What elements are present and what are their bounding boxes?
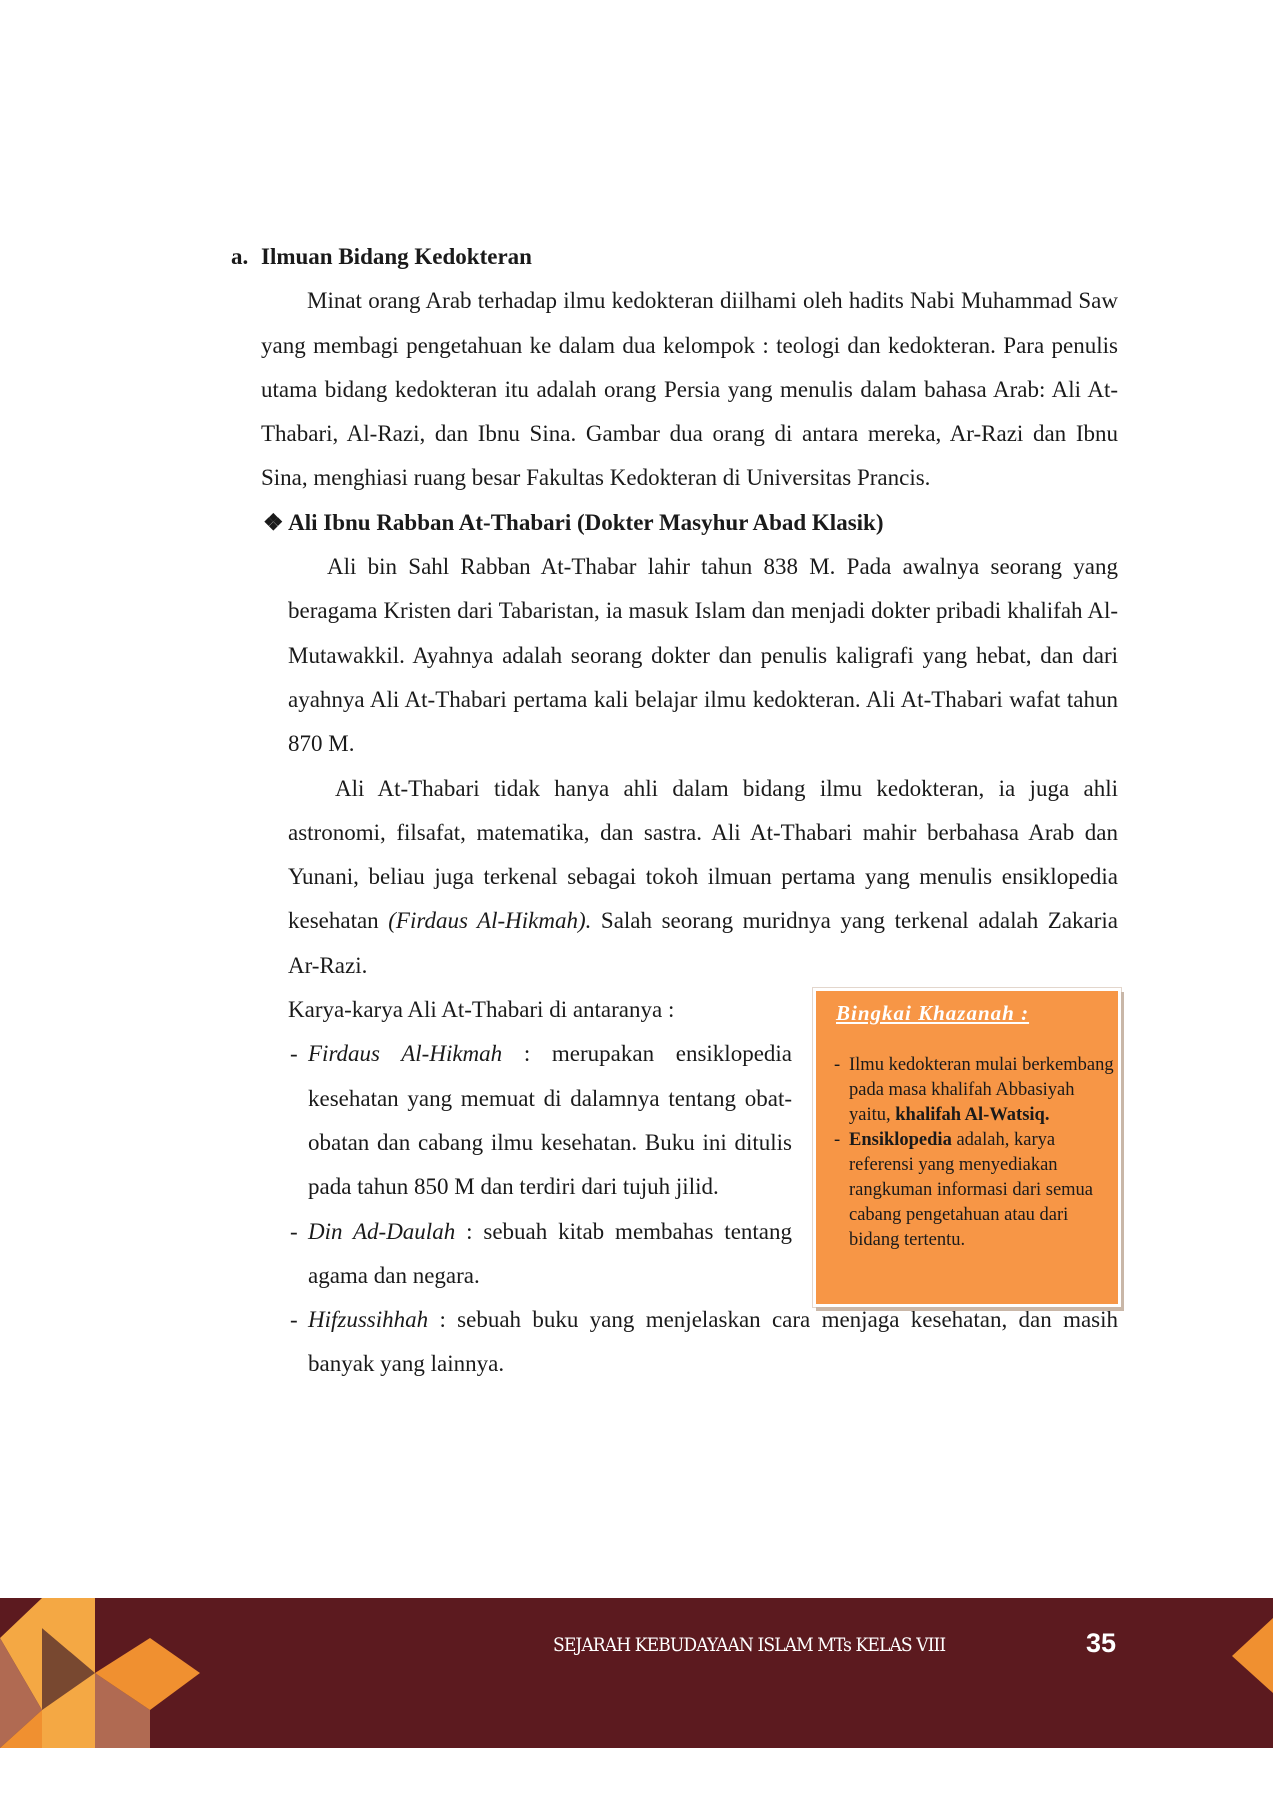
section-heading: [231, 235, 1118, 279]
section-number: a.: [231, 244, 249, 269]
box-item-bold: khalifah Al-Watsiq.: [895, 1105, 1050, 1125]
page-number: 35: [1086, 1628, 1117, 1658]
work-title: Firdaus Al-Hikmah: [308, 1041, 503, 1067]
list-dash: -: [834, 1130, 841, 1150]
intro-paragraph: Minat orang Arab terhadap ilmu kedokteran diilhami oleh hadits Nabi Muhammad Saw yang membagi pengetahuan ke dalam dua kelompok : teologi dan kedokteran. Para penulis utama bidang kedokteran itu adalah orang Persia yang menulis dalam bahasa Arab: Ali At-Thabari, Al-Razi, dan Ibnu Sina. Gambar dua orang di antara mereka, Ar-Razi dan Ibnu Sina, menghiasi ruang besar Fakultas Kedokteran di Universitas Prancis.: [261, 288, 1118, 491]
subsection-heading: [231, 501, 1118, 545]
box-item: [834, 1128, 1114, 1253]
work-desc: : merupakan ensiklopedia kesehatan yang memuat di dalamnya tentang obat-obatan dan cabang ilmu kesehatan. Buku ini ditulis pada tahun 850 M dan terdiri dari tujuh jilid.: [308, 1041, 792, 1200]
box-title: Bingkai Khazanah :: [836, 1001, 1030, 1025]
work-title: Hifzussihhah: [308, 1307, 429, 1333]
list-item: [231, 1298, 1118, 1387]
expertise-paragraph: [231, 767, 1118, 988]
box-item-text: Ilmu kedokteran mulai berkembang pada masa khalifah Abbasiyah yaitu,: [849, 1055, 1114, 1125]
biography-paragraph: Ali bin Sahl Rabban At-Thabar lahir tahun 838 M. Pada awalnya seorang yang beragama Kristen dari Tabaristan, ia masuk Islam dan menjadi dokter pribadi khalifah Al-Mutawakkil. Ayahnya adalah seorang dokter dan penulis kaligrafi yang hebat, dan dari ayahnya Ali At-Thabari pertama kali belajar ilmu kedokteran. Ali At-Thabari wafat tahun 870 M.: [288, 554, 1118, 757]
bingkai-khazanah-box: [813, 988, 1121, 1307]
book-title: SEJARAH KEBUDAYAAN ISLAM MTs KELAS VIII: [553, 1634, 946, 1656]
list-dash: -: [290, 1041, 298, 1067]
works-intro: Karya-karya Ali At-Thabari di antaranya :: [288, 997, 675, 1023]
work-desc: : sebuah buku yang menjelaskan cara menjaga kesehatan, dan masih banyak yang lainnya.: [308, 1307, 1119, 1377]
list-item: [231, 1032, 792, 1209]
subsection-title: Ali Ibnu Rabban At-Thabari (Dokter Masyhur Abad Klasik): [288, 509, 884, 535]
section-title: Ilmuan Bidang Kedokteran: [261, 244, 532, 269]
box-item-text: adalah, karya referensi yang menyediakan rangkuman informasi dari semua cabang pengetahuan atau dari bidang tertentu.: [849, 1130, 1094, 1250]
diamond-bullet-icon: ❖: [263, 509, 284, 535]
expertise-text: Ali At-Thabari tidak hanya ahli dalam bidang ilmu kedokteran, ia juga ahli astronomi, filsafat, matematika, dan sastra. Ali At-Thabari mahir berbahasa Arab dan Yunani, beliau juga terkenal sebagai tokoh ilmuan pertama yang menulis ensiklopedia kesehatan: [288, 775, 1118, 934]
geometric-decoration-icon: [0, 1598, 1273, 1748]
list-dash: -: [290, 1218, 298, 1244]
page-footer: [0, 1598, 1273, 1748]
list-item: [231, 1210, 792, 1299]
box-item: [834, 1053, 1114, 1128]
list-dash: -: [834, 1055, 841, 1075]
box-item-bold: Ensiklopedia: [849, 1130, 952, 1150]
list-dash: -: [290, 1307, 298, 1333]
work-title: Din Ad-Daulah: [308, 1218, 456, 1244]
work-desc: : sebuah kitab membahas tentang agama dan negara.: [308, 1218, 793, 1288]
expertise-text-end: Salah seorang muridnya yang terkenal adalah Zakaria Ar-Razi.: [288, 908, 1119, 978]
expertise-italic: (Firdaus Al-Hikmah).: [388, 908, 592, 934]
